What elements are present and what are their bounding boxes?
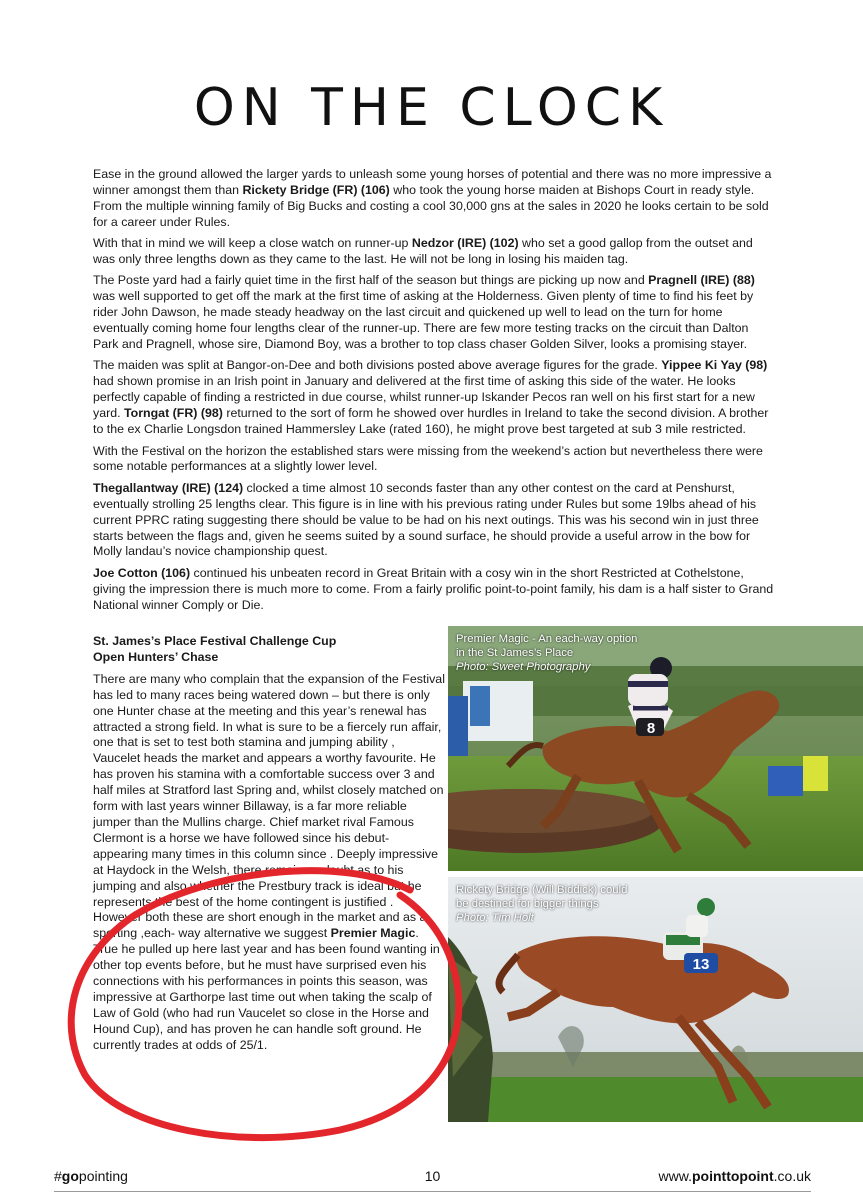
horse-name: Premier Magic xyxy=(330,926,416,941)
horse-name: Yippee Ki Yay (98) xyxy=(661,358,768,373)
paragraph-thegallantway: Thegallantway (IRE) (124) clocked a time almost 10 seconds faster than any other contest on the card at Penshurst, eventually strolling 25 lengths clear. This figure is in line with his previous rating under Rules but some 19lbs ahead of his current PPRC rating suggesting there should be value to be had on his next outings. This was his second win in just three starts between the flags and, given he seems suited by a sound surface, he should provide a useful arrow in the bow for Molly landau’s novice championship quest. xyxy=(93,480,759,559)
footer-divider xyxy=(54,1191,811,1192)
horse-name: Joe Cotton (106) xyxy=(93,565,191,580)
paragraph-nedzor: With that in mind we will keep a close watch on runner-up Nedzor (IRE) (102) who set a good gallop from the outset and was only three lengths down as they came to the last. He will not be long in losing his maiden tag. xyxy=(93,236,753,267)
paragraph-pragnell: The Poste yard had a fairly quiet time in the first half of the season but things are picking up now and Pragnell (IRE) (88) was well supported to get off the mark at the first time of asking at the Holderness. Given plenty of time to find his feet by rider John Dawson, he made steady headway on the last circuit and quickened up well to lead on the turn for home eventually coming home four lengths clear of the runner-up. There are few more testing tracks on the circuit than Dalton Park and Pragnell, whose sire, Diamond Boy, was a brother to top class chaser Golden Silver, looks a promising stayer. xyxy=(93,273,755,352)
hunters-chase-section xyxy=(93,634,445,1054)
horse-name: Pragnell (IRE) (88) xyxy=(648,273,755,288)
photo-rickety-bridge xyxy=(448,877,863,1122)
footer-website-link[interactable]: www.pointtopoint.co.uk xyxy=(658,1168,811,1184)
page-title: ON THE CLOCK xyxy=(193,78,670,138)
paragraph-bangor: The maiden was split at Bangor-on-Dee and both divisions posted above average figures for the grade. Yippee Ki Yay (98) had shown promise in an Irish point in January and delivered at the first time of asking this side of the water. He looks perfectly capable of finding a restricted in due course, whilst runner-up Iskander Pecos ran well on his first start for a new yard. Torngat (FR) (98) returned to the sort of form he showed over hurdles in Ireland to take the second division. A brother to the ex Charlie Longsdon trained Hammersley Lake (rated 160), he might prove best targeted at sub 3 mile restricted. xyxy=(93,358,769,437)
horse-name: Thegallantway (IRE) (124) xyxy=(93,480,244,495)
footer-hashtag: #gopointing xyxy=(54,1168,128,1184)
horse-name: Torngat (FR) (98) xyxy=(124,406,223,421)
photo-credit: Photo: Tim Holt xyxy=(456,912,534,924)
saddle-number: 13 xyxy=(692,956,710,973)
photo-caption: Rickety Bridge (Will Biddick) could be destined for bigger things Photo: Tim Holt xyxy=(456,883,686,925)
paragraph-joe-cotton: Joe Cotton (106) continued his unbeaten record in Great Britain with a cosy win in the short Restricted at Cothelstone, giving the impression there is much more to come. From a fairly prolific point-to-point family, his dam is a half sister to Grand National winner Comply or Die. xyxy=(93,565,774,612)
article-intro xyxy=(93,167,776,619)
paragraph-rickety-bridge: Ease in the ground allowed the larger yards to unleash some young horses of potential and there was no more impressive a winner amongst them than Rickety Bridge (FR) (106) who took the young horse maiden at Bishops Court in ready style. From the multiple winning family of Big Bucks and costing a cool 30,000 gns at the sales in 2020 he looks certain to be sold for a career under Rules. xyxy=(93,167,772,229)
saddle-number: 8 xyxy=(646,720,656,737)
section-body: There are many who complain that the expansion of the Festival has led to many races being watered down – but there is only one Hunter chase at the meeting and this year’s renewal has attracted a strong field. In what is sure to be a fiercely run affair, one that is set to test both stamina and jumping ability , Vaucelet heads the market and appears a worthy favourite. He has proven his stamina with a comfortable success over 3 and half miles at Stratford last Spring and, whilst closely matched on form with last years winner Billaway, is a far more reliable jumper than the Mullins charge. Chief market rival Famous Clermont is a horse we have followed since his debut- appearing many times in this column since . Deeply impressive at Haydock in the Welsh, there remains a doubt as to his jumping and also whether the Prestbury track is ideal but he represents the best of the home contingent is justified . However both these are short enough in the market and as a sporting ,each- way alternative we suggest Premier Magic. True he pulled up here last year and has been found wanting in other top events before, but he must have surprised even his connections with his performances in points this season, was impressive at Garthorpe last time out when taking the scalp of Law of Gold (who had run Vaucelet so close in the Horse and Hound Cup), and has proven he can handle soft ground. He currently trades at odds of 25/1. xyxy=(93,671,445,1052)
horse-name: Rickety Bridge (FR) (106) xyxy=(242,182,390,197)
photo-credit: Photo: Sweet Photography xyxy=(456,661,591,673)
page-number: 10 xyxy=(424,1168,441,1184)
horse-name: Nedzor (IRE) (102) xyxy=(411,236,519,251)
section-heading: St. James’s Place Festival Challenge Cup Open Hunters’ Chase xyxy=(93,634,337,664)
page-footer xyxy=(54,1168,811,1190)
photo-caption: Premier Magic - An each-way option in the St James’s Place Photo: Sweet Photography xyxy=(456,632,686,674)
photo-premier-magic xyxy=(448,626,863,871)
paragraph-festival: With the Festival on the horizon the established stars were missing from the weekend’s action but nevertheless there were some notable performances at a slightly lower level. xyxy=(93,443,763,474)
